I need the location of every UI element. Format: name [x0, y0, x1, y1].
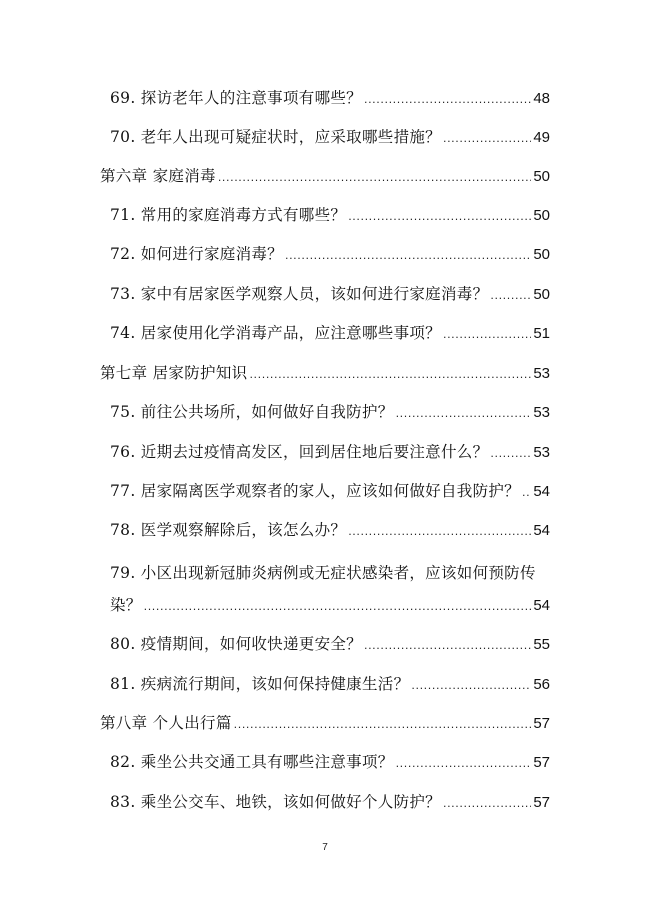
dot-leader	[234, 715, 532, 735]
dot-leader	[364, 636, 531, 656]
toc-page-number: 50	[533, 286, 550, 303]
dot-leader	[443, 129, 531, 149]
toc-entry-75[interactable]	[110, 402, 550, 424]
toc-page-number: 48	[533, 90, 550, 107]
toc-entry-title: 72. 如何进行家庭消毒？	[110, 245, 283, 263]
dot-leader	[490, 286, 531, 306]
dot-leader	[396, 754, 532, 774]
dot-leader	[396, 404, 532, 424]
toc-chapter-title: 第八章 个人出行篇	[100, 714, 232, 732]
toc-entry-title: 76. 近期去过疫情高发区，回到居住地后要注意什么？	[110, 443, 489, 461]
toc-entry-77[interactable]	[110, 481, 550, 503]
toc-page-number: 57	[533, 794, 550, 811]
toc-entry-71[interactable]	[110, 205, 550, 227]
toc-entry-title: 69. 探访老年人的注意事项有哪些？	[110, 89, 362, 107]
toc-entry-title: 71. 常用的家庭消毒方式有哪些？	[110, 206, 347, 224]
toc-page-number: 54	[533, 522, 550, 539]
dot-leader	[348, 207, 531, 227]
toc-entry-title: 73. 家中有居家医学观察人员，该如何进行家庭消毒？	[110, 285, 489, 303]
toc-entry-79[interactable]	[110, 595, 550, 617]
toc-entry-title: 70. 老年人出现可疑症状时，应采取哪些措施？	[110, 128, 441, 146]
toc-entry-82[interactable]	[110, 752, 550, 774]
toc-entry-title: 83. 乘坐公交车、地铁，该如何做好个人防护？	[110, 793, 441, 811]
toc-page-number: 54	[533, 597, 550, 614]
toc-entry-title: 80. 疫情期间，如何收快递更安全？	[110, 635, 362, 653]
dot-leader	[443, 794, 531, 814]
toc-page-number: 49	[533, 129, 550, 146]
toc-page-number: 53	[533, 444, 550, 461]
dot-leader	[443, 325, 531, 345]
dot-leader	[285, 246, 531, 266]
toc-chapter-title: 第七章 居家防护知识	[100, 364, 248, 382]
toc-page-number: 50	[533, 168, 550, 185]
toc-entry-title: 77. 居家隔离医学观察者的家人，应该如何做好自我防护？	[110, 482, 520, 500]
toc-entry-continuation: 染？	[110, 596, 142, 614]
toc-page-number: 54	[533, 483, 550, 500]
toc-entry-title: 75. 前往公共场所，如何做好自我防护？	[110, 403, 394, 421]
toc-entry-70[interactable]	[110, 127, 550, 149]
toc-page-number: 50	[533, 246, 550, 263]
dot-leader	[218, 168, 531, 188]
toc-page-number: 57	[533, 715, 550, 732]
toc-entry-80[interactable]	[110, 634, 550, 656]
toc-page-number: 56	[533, 676, 550, 693]
toc-page-number: 53	[533, 404, 550, 421]
toc-entry-69[interactable]	[110, 88, 550, 110]
dot-leader	[348, 522, 531, 542]
dot-leader	[522, 483, 531, 503]
toc-entry-79-first-line[interactable]: 79. 小区出现新冠肺炎病例或无症状感染者，应该如何预防传	[110, 564, 536, 582]
toc-chapter-title: 第六章 家庭消毒	[100, 167, 216, 185]
page-number: 7	[322, 842, 328, 853]
dot-leader	[249, 365, 531, 385]
toc-entry-title: 81. 疾病流行期间，该如何保持健康生活？	[110, 675, 410, 693]
toc-chapter-6[interactable]	[100, 166, 550, 188]
toc-chapter-8[interactable]	[100, 713, 550, 735]
dot-leader	[364, 90, 531, 110]
toc-entry-74[interactable]	[110, 323, 550, 345]
dot-leader	[411, 676, 531, 696]
toc-entry-72[interactable]	[110, 244, 550, 266]
toc-page-number: 57	[533, 754, 550, 771]
toc-page-number: 55	[533, 636, 550, 653]
toc-entry-73[interactable]	[110, 284, 550, 306]
toc-page-number: 50	[533, 207, 550, 224]
toc-entry-81[interactable]	[110, 674, 550, 696]
toc-entry-83[interactable]	[110, 792, 550, 814]
toc-entry-76[interactable]	[110, 442, 550, 464]
toc-entry-78[interactable]	[110, 520, 550, 542]
toc-entry-title: 74. 居家使用化学消毒产品，应注意哪些事项？	[110, 324, 441, 342]
toc-chapter-7[interactable]	[100, 363, 550, 385]
toc-entry-title: 82. 乘坐公共交通工具有哪些注意事项？	[110, 753, 394, 771]
toc-page-number: 53	[533, 365, 550, 382]
toc-entry-title: 78. 医学观察解除后，该怎么办？	[110, 521, 347, 539]
dot-leader	[144, 597, 532, 617]
toc-page-number: 51	[533, 325, 550, 342]
dot-leader	[490, 444, 531, 464]
